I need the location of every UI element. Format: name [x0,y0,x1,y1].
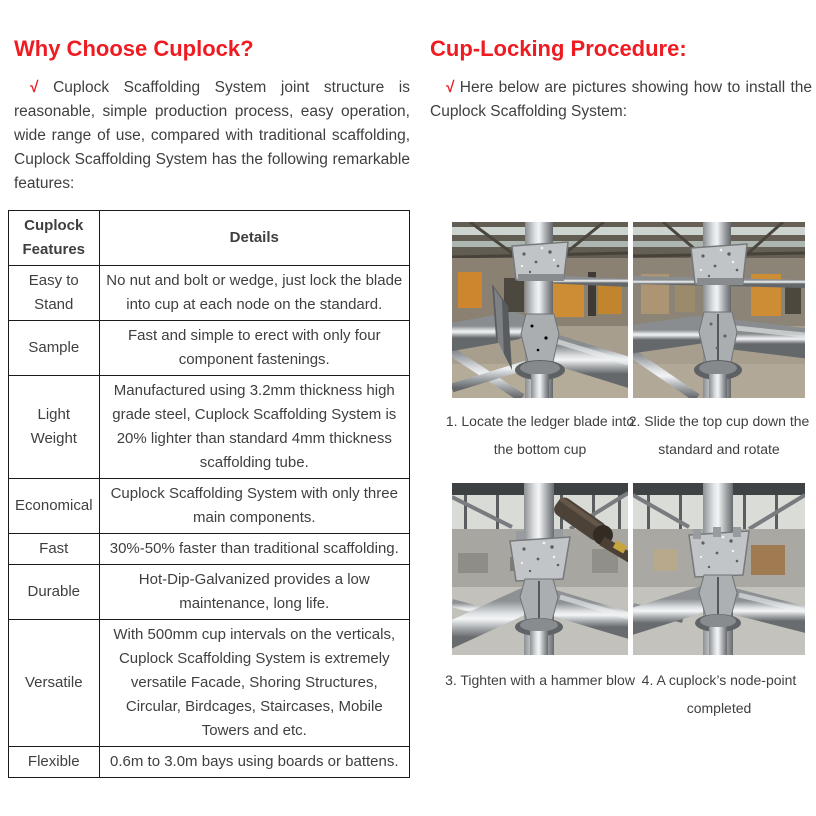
feature-cell: Fast [9,534,100,565]
feature-cell: Flexible [9,747,100,778]
feature-cell: Economical [9,479,100,534]
feature-cell: Light Weight [9,376,100,479]
procedure-step-1 [445,222,635,463]
table-row [9,266,410,321]
cuplock-step-2-photo [633,222,805,398]
left-intro-text: Cuplock Scaffolding System joint structure is reasonable, simple production process, easy operation, wide range of use, compared with traditional scaffolding, Cuplock Scaffolding System has the following remarkable features: [14,79,410,192]
cuplock-step-4-photo [633,483,805,655]
step-3-caption: 3. Tighten with a hammer blow [445,672,635,688]
feature-cell: Versatile [9,620,100,747]
left-intro-paragraph [14,76,410,196]
table-header-row [9,211,410,266]
table-row [9,620,410,747]
left-heading: Why Choose Cuplock? [14,36,254,61]
right-column [430,36,812,124]
details-cell: 0.6m to 3.0m bays using boards or battens. [99,747,409,778]
table-row [9,479,410,534]
procedure-step-2 [628,222,810,463]
details-cell: No nut and bolt or wedge, just lock the blade into cup at each node on the standard. [99,266,409,321]
cuplock-step-3-photo [452,483,628,655]
details-cell: 30%-50% faster than traditional scaffolding. [99,534,409,565]
details-cell: Cuplock Scaffolding System with only three main components. [99,479,409,534]
procedure-step-4 [633,483,805,722]
table-row [9,747,410,778]
step-1-caption: 1. Locate the ledger blade into the bottom cup [445,413,635,457]
table-row [9,534,410,565]
feature-cell: Easy to Stand [9,266,100,321]
features-table [8,210,410,778]
details-cell: Fast and simple to erect with only four component fastenings. [99,321,409,376]
step-2-caption: 2. Slide the top cup down the standard and rotate [628,413,810,457]
cuplock-step-1-photo [452,222,628,398]
feature-cell: Durable [9,565,100,620]
features-column-header: Cuplock Features [9,211,100,266]
details-cell: Manufactured using 3.2mm thickness high grade steel, Cuplock Scaffolding System is 20% lighter than standard 4mm thickness scaffolding tube. [99,376,409,479]
procedure-step-3 [445,483,635,694]
details-cell: Hot-Dip-Galvanized provides a low maintenance, long life. [99,565,409,620]
details-column-header: Details [99,211,409,266]
right-intro-text: Here below are pictures showing how to install the Cuplock Scaffolding System: [430,79,812,120]
left-column [14,36,410,778]
checkmark-glyph: √ [446,79,455,96]
table-row [9,376,410,479]
step-4-caption: 4. A cuplock’s node-point completed [641,672,797,716]
right-intro-paragraph [430,76,812,124]
table-row [9,565,410,620]
right-heading: Cup-Locking Procedure: [430,36,687,61]
table-row [9,321,410,376]
details-cell: With 500mm cup intervals on the verticals, Cuplock Scaffolding System is extremely versatile Facade, Shoring Structures, Circular, Birdcages, Staircases, Mobile Towers and etc. [99,620,409,747]
feature-cell: Sample [9,321,100,376]
checkmark-glyph: √ [30,79,39,96]
